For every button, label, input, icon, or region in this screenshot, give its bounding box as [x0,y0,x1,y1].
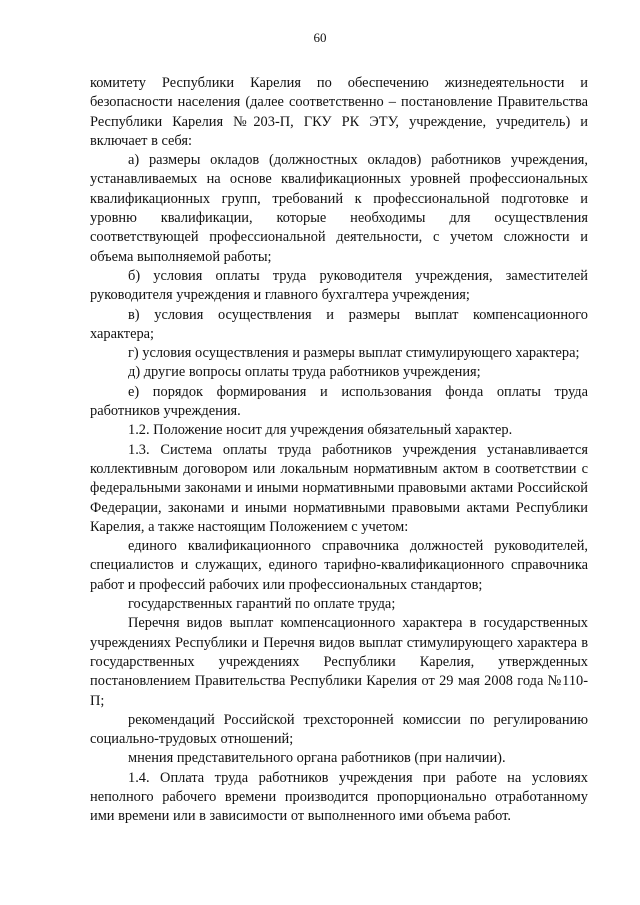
paragraph: 1.2. Положение носит для учреждения обязательный характер. [128,422,513,439]
paragraph: Перечня видов выплат компенсационного характера в государственных учреждениях Республики и Перечня видов выплат стимулирующего характера в государственных учреждениях Республики Карелия, утвержденных постановлением Правительства Республики Карелия от 29 мая 2008 года №110-П; [90,615,588,709]
paragraph: г) условия осуществления и размеры выплат стимулирующего характера; [128,345,580,362]
paragraph: мнения представительного органа работников (при наличии). [128,750,506,767]
paragraph: 1.3. Система оплаты труда работников учреждения устанавливается коллективным договором или локальным нормативным актом в соответствии с федеральными законами и иными нормативными правовыми актами Российской Федерации, законами и иными нормативными правовыми актами Республики Карелия, а также настоящим Положением с учетом: [90,441,588,535]
paragraph: государственных гарантий по оплате труда; [128,596,396,613]
paragraph: рекомендаций Российской трехсторонней комиссии по регулированию социально-трудовых отношений; [90,711,588,748]
paragraph: д) другие вопросы оплаты труда работников учреждения; [128,364,481,381]
paragraph: в) условия осуществления и размеры выплат компенсационного характера; [90,306,588,342]
paragraph: 1.4. Оплата труда работников учреждения при работе на условиях неполного рабочего времени производится пропорционально отработанному ими времени или в зависимости от выполненного ими объема работ. [90,769,588,825]
page-number: 60 [313,30,327,45]
paragraph: е) порядок формирования и использования фонда оплаты труда работников учреждения. [90,383,588,420]
paragraph: единого квалификационного справочника должностей руководителей, специалистов и служащих, единого тарифно-квалификационного справочника работ и профессий рабочих или профессиональных стандартов; [90,538,588,593]
paragraph: комитету Республики Карелия по обеспечению жизнедеятельности и безопасности населения (далее соответственно – постановление Правительства Республики Карелия №203-П, ГКУ РК ЭТУ, учреждение, учредитель) и включает в себя: [90,75,588,149]
document-body [90,74,588,827]
paragraph: б) условия оплаты труда руководителя учреждения, заместителей руководителя учреждения и главного бухгалтера учреждения; [90,267,588,304]
paragraph: а) размеры окладов (должностных окладов) работников учреждения, устанавливаемых на основе квалификационных уровней профессиональных квалификационных групп, требований к профессиональной подготовке и уровню квалификации, которые необходимы для осуществления соответствующей профессиональной деятельности, с учетом сложности и объема выполняемой работы; [90,152,588,265]
